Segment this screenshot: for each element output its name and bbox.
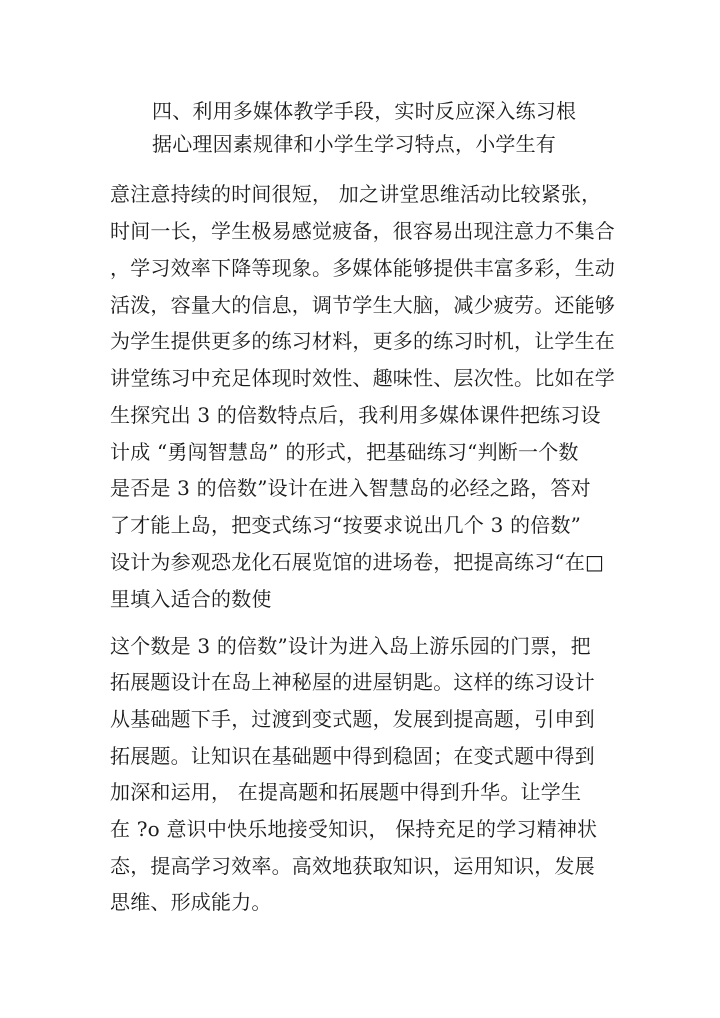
paragraph-2-line: 这个数是 3 的倍数”设计为进入岛上游乐园的门票，把 (110, 634, 591, 658)
paragraph-2-line: 思维、形成能力。 (110, 890, 272, 914)
paragraph-1-line: 里填入适合的数使 (110, 587, 272, 611)
paragraph-1-line: 是否是 3 的倍数”设计在进入智慧岛的必经之路，答对 (110, 476, 591, 500)
paragraph-2-line: 从基础题下手，过渡到变式题，发展到提高题，引申到 (110, 707, 595, 731)
paragraph-1-line: 生探究出 3 的倍数特点后，我利用多媒体课件把练习设 (110, 403, 601, 427)
paragraph-2-line: 加深和运用， 在提高题和拓展题中得到升华。让学生 (110, 780, 582, 804)
paragraph-2-line: 拓展题。让知识在基础题中得到稳固；在变式题中得到 (110, 744, 595, 768)
paragraph-2-line: 态，提高学习效率。高效地获取知识，运用知识，发展 (110, 854, 595, 878)
paragraph-2-line: 在 ?o 意识中快乐地接受知识， 保持充足的学习精神状 (110, 817, 598, 841)
paragraph-1-line: 计成 “勇闯智慧岛” 的形式，把基础练习“判断一个数 (110, 440, 579, 464)
paragraph-1-line: 时间一长，学生极易感觉疲备，很容易出现注意力不集合 (110, 219, 615, 243)
paragraph-1-line: 了才能上岛，把变式练习“按要求说出几个 3 的倍数” (110, 513, 582, 537)
paragraph-1-line: 为学生提供更多的练习材料，更多的练习时机，让学生在 (110, 329, 615, 353)
paragraph-1-line: 设计为参观恐龙化石展览馆的进场卷，把提高练习“在□ (110, 550, 605, 574)
paragraph-1-line: 意注意持续的时间很短， 加之讲堂思维活动比较紧张， (110, 182, 602, 206)
paragraph-1-line: 讲堂练习中充足体现时效性、趣味性、层次性。比如在学 (110, 366, 615, 390)
paragraph-1-line: ，学习效率下降等现象。多媒体能够提供丰富多彩，生动 (110, 256, 615, 280)
paragraph-2-line: 拓展题设计在岛上神秘屋的进屋钥匙。这样的练习设计 (110, 670, 595, 694)
heading-line-2: 据心理因素规律和小学生学习特点，小学生有 (152, 132, 556, 156)
heading-line-1: 四、利用多媒体教学手段，实时反应深入练习根 (152, 99, 577, 123)
paragraph-1-line: 活泼，容量大的信息，调节学生大脑，减少疲劳。还能够 (110, 293, 615, 317)
